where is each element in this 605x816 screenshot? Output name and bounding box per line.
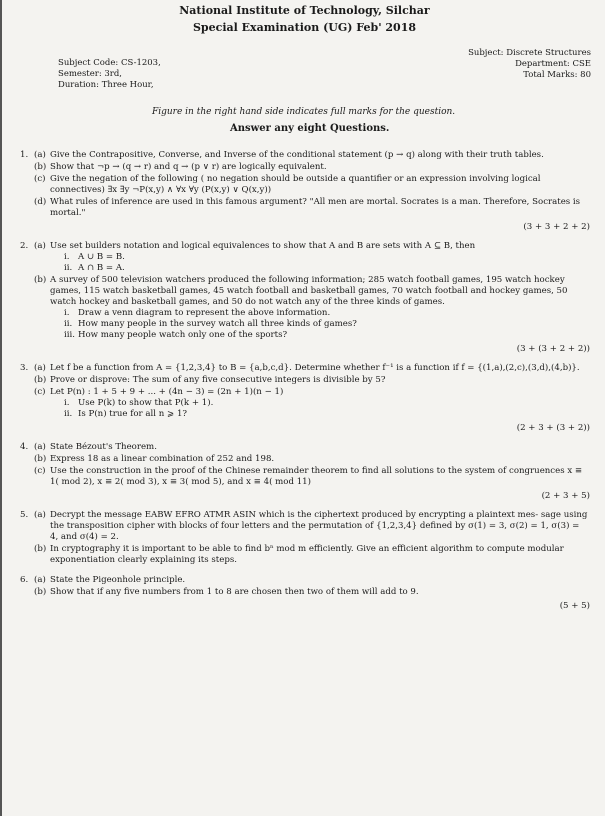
part-content — [50, 275, 590, 341]
part-label: (d) — [34, 197, 47, 207]
sub-part-text: Is P(n) true for all n ⩾ 1? — [78, 409, 188, 419]
question-number: 5. — [20, 510, 29, 520]
part-text: In cryptography it is important to be able to find bⁿ mod m efficiently. Give an efficient algorithm to compute modular exponentiation clearly explaining its steps. — [50, 544, 564, 565]
part-label: (c) — [34, 174, 46, 184]
question-part — [34, 174, 590, 196]
question-body — [34, 575, 590, 599]
sub-part-label: ii. — [64, 409, 73, 419]
question-body — [34, 363, 590, 421]
sub-part-text: A ∩ B = A. — [78, 263, 125, 273]
sub-part-label: i. — [64, 252, 70, 262]
question-row — [20, 150, 590, 220]
part-content — [50, 442, 590, 453]
question-row — [20, 241, 590, 342]
part-text: State the Pigeonhole principle. — [50, 575, 186, 585]
question-marks: (3 + (3 + 2 + 2)) — [516, 344, 590, 354]
part-label: (a) — [34, 442, 46, 452]
sub-part — [64, 330, 590, 341]
question-part — [34, 544, 590, 566]
part-text: What rules of inference are used in this famous argument? "All men are mortal. Socrates is a man. Therefore, Socrates is mortal." — [50, 197, 581, 218]
question-body — [34, 442, 590, 489]
question-part — [34, 197, 590, 219]
question-5 — [20, 510, 590, 567]
exam-info-right — [468, 48, 591, 81]
part-text: Give the Contrapositive, Converse, and Inverse of the conditional statement (p → q) along with their truth tables. — [50, 150, 544, 160]
subject-code: Subject Code: CS-1203, — [58, 58, 161, 68]
part-label: (b) — [34, 454, 47, 464]
question-row — [20, 363, 590, 421]
question-marks: (2 + 3 + (3 + 2)) — [516, 423, 590, 433]
question-part — [34, 587, 590, 598]
question-body — [34, 510, 590, 567]
question-body — [34, 241, 590, 342]
part-text: Decrypt the message EABW EFRO ATMR ASIN which is the ciphertext produced by encrypting a plaintext mes- sage using the transposition cipher with blocks of four letters and the permutation of {1,2,3,4} defined by σ(1) = 3, σ(2) = 1, σ(3) = 4, and σ(4) = 2. — [50, 510, 588, 542]
question-number: 3. — [20, 363, 29, 373]
part-content — [50, 174, 590, 196]
sub-part — [64, 308, 590, 319]
part-text: Use set builders notation and logical equivalences to show that A and B are sets with A ⊆ B, then — [50, 241, 476, 251]
question-row — [20, 442, 590, 489]
part-content — [50, 544, 590, 566]
question-marks: (3 + 3 + 2 + 2) — [523, 222, 590, 232]
question-part — [34, 275, 590, 341]
question-1 — [20, 150, 590, 233]
part-label: (b) — [34, 544, 47, 554]
question-4 — [20, 442, 590, 502]
question-2 — [20, 241, 590, 355]
part-label: (b) — [34, 587, 47, 597]
question-part — [34, 442, 590, 453]
question-part — [34, 387, 590, 420]
part-label: (b) — [34, 275, 47, 285]
sub-part-text: Use P(k) to show that P(k + 1). — [78, 398, 214, 408]
question-marks: (5 + 5) — [559, 601, 590, 611]
part-label: (c) — [34, 466, 46, 476]
institute-name: National Institute of Technology, Silchar — [179, 4, 430, 17]
part-label: (a) — [34, 510, 46, 520]
part-label: (a) — [34, 575, 46, 585]
question-part — [34, 575, 590, 586]
sub-part — [64, 252, 590, 263]
part-content — [50, 241, 590, 274]
instruction: Answer any eight Questions. — [230, 123, 390, 134]
part-label: (b) — [34, 162, 47, 172]
part-content — [50, 375, 590, 386]
question-part — [34, 241, 590, 274]
part-text: Prove or disprove: The sum of any five consecutive integers is divisible by 5? — [50, 375, 386, 385]
part-content — [50, 466, 590, 488]
part-text: Express 18 as a linear combination of 252 and 198. — [50, 454, 275, 464]
marks-note: Figure in the right hand side indicates full marks for the question. — [152, 107, 456, 117]
part-label: (a) — [34, 363, 46, 373]
sub-part-text: A ∪ B = B. — [78, 252, 125, 262]
part-label: (a) — [34, 241, 46, 251]
question-row — [20, 575, 590, 599]
sub-part-text: How many people watch only one of the sports? — [78, 330, 288, 340]
sub-part-label: i. — [64, 308, 70, 318]
part-text: A survey of 500 television watchers produced the following information; 285 watch football games, 195 watch hockey games, 115 watch basketball games, 45 watch football and basketball games, 70 watch football and hockey games, 50 watch hockey and basketball games, and 50 do not watch any of the three kinds of games. — [50, 275, 568, 307]
sub-part — [64, 263, 590, 274]
question-part — [34, 363, 590, 374]
question-3 — [20, 363, 590, 434]
sub-part-label: i. — [64, 398, 70, 408]
questions-list — [20, 150, 590, 620]
part-text: Give the negation of the following ( no negation should be outside a quantifier or an expression involving logical connectives) ∃x ∃y ¬P(x,y) ∧ ∀x ∀y (P(x,y) ∨ Q(x,y)) — [50, 174, 541, 195]
part-text: Let f be a function from A = {1,2,3,4} to B = {a,b,c,d}. Determine whether f⁻¹ is a function if f = {(1,a),(2,c),(3,d),(4,b)}. — [50, 363, 580, 373]
question-row — [20, 510, 590, 567]
subject: Subject: Discrete Structures — [468, 48, 591, 58]
question-body — [34, 150, 590, 220]
question-number: 1. — [20, 150, 29, 160]
part-label: (c) — [34, 387, 46, 397]
sub-part-label: ii. — [64, 263, 73, 273]
part-content — [50, 197, 590, 219]
question-part — [34, 510, 590, 543]
question-marks: (2 + 3 + 5) — [541, 491, 590, 501]
question-part — [34, 150, 590, 161]
part-content — [50, 363, 590, 374]
part-text: Let P(n) : 1 + 5 + 9 + ... + (4n − 3) = (2n + 1)(n − 1) — [50, 387, 284, 397]
question-6 — [20, 575, 590, 612]
total-marks: Total Marks: 80 — [523, 70, 591, 80]
part-content — [50, 575, 590, 586]
part-content — [50, 587, 590, 598]
part-label: (a) — [34, 150, 46, 160]
question-part — [34, 162, 590, 173]
question-part — [34, 466, 590, 488]
sub-part — [64, 398, 590, 409]
part-content — [50, 387, 590, 420]
part-text: Use the construction in the proof of the Chinese remainder theorem to find all solutions to the system of congruences x ≡ 1( mod 2), x ≡ 2( mod 3), x ≡ 3( mod 5), and x ≡ 4( mod 11) — [50, 466, 583, 487]
department: Department: CSE — [515, 59, 591, 69]
part-content — [50, 162, 590, 173]
question-number: 4. — [20, 442, 29, 452]
part-text: State Bézout's Theorem. — [50, 442, 157, 452]
sub-part-label: iii. — [64, 330, 75, 340]
semester: Semester: 3rd, — [58, 69, 122, 79]
sub-part-text: How many people in the survey watch all three kinds of games? — [78, 319, 357, 329]
part-content — [50, 510, 590, 543]
question-part — [34, 375, 590, 386]
sub-part-text: Draw a venn diagram to represent the above information. — [78, 308, 331, 318]
part-text: Show that ¬p → (q → r) and q → (p ∨ r) are logically equivalent. — [50, 162, 327, 172]
exam-info-left — [58, 58, 161, 91]
question-part — [34, 454, 590, 465]
sub-part — [64, 409, 590, 420]
question-number: 2. — [20, 241, 29, 251]
part-content — [50, 454, 590, 465]
exam-title: Special Examination (UG) Feb' 2018 — [192, 21, 417, 34]
part-text: Show that if any five numbers from 1 to 8 are chosen then two of them will add to 9. — [50, 587, 419, 597]
sub-part-label: ii. — [64, 319, 73, 329]
duration: Duration: Three Hour, — [58, 80, 154, 90]
part-content — [50, 150, 590, 161]
question-number: 6. — [20, 575, 29, 585]
part-label: (b) — [34, 375, 47, 385]
sub-part — [64, 319, 590, 330]
